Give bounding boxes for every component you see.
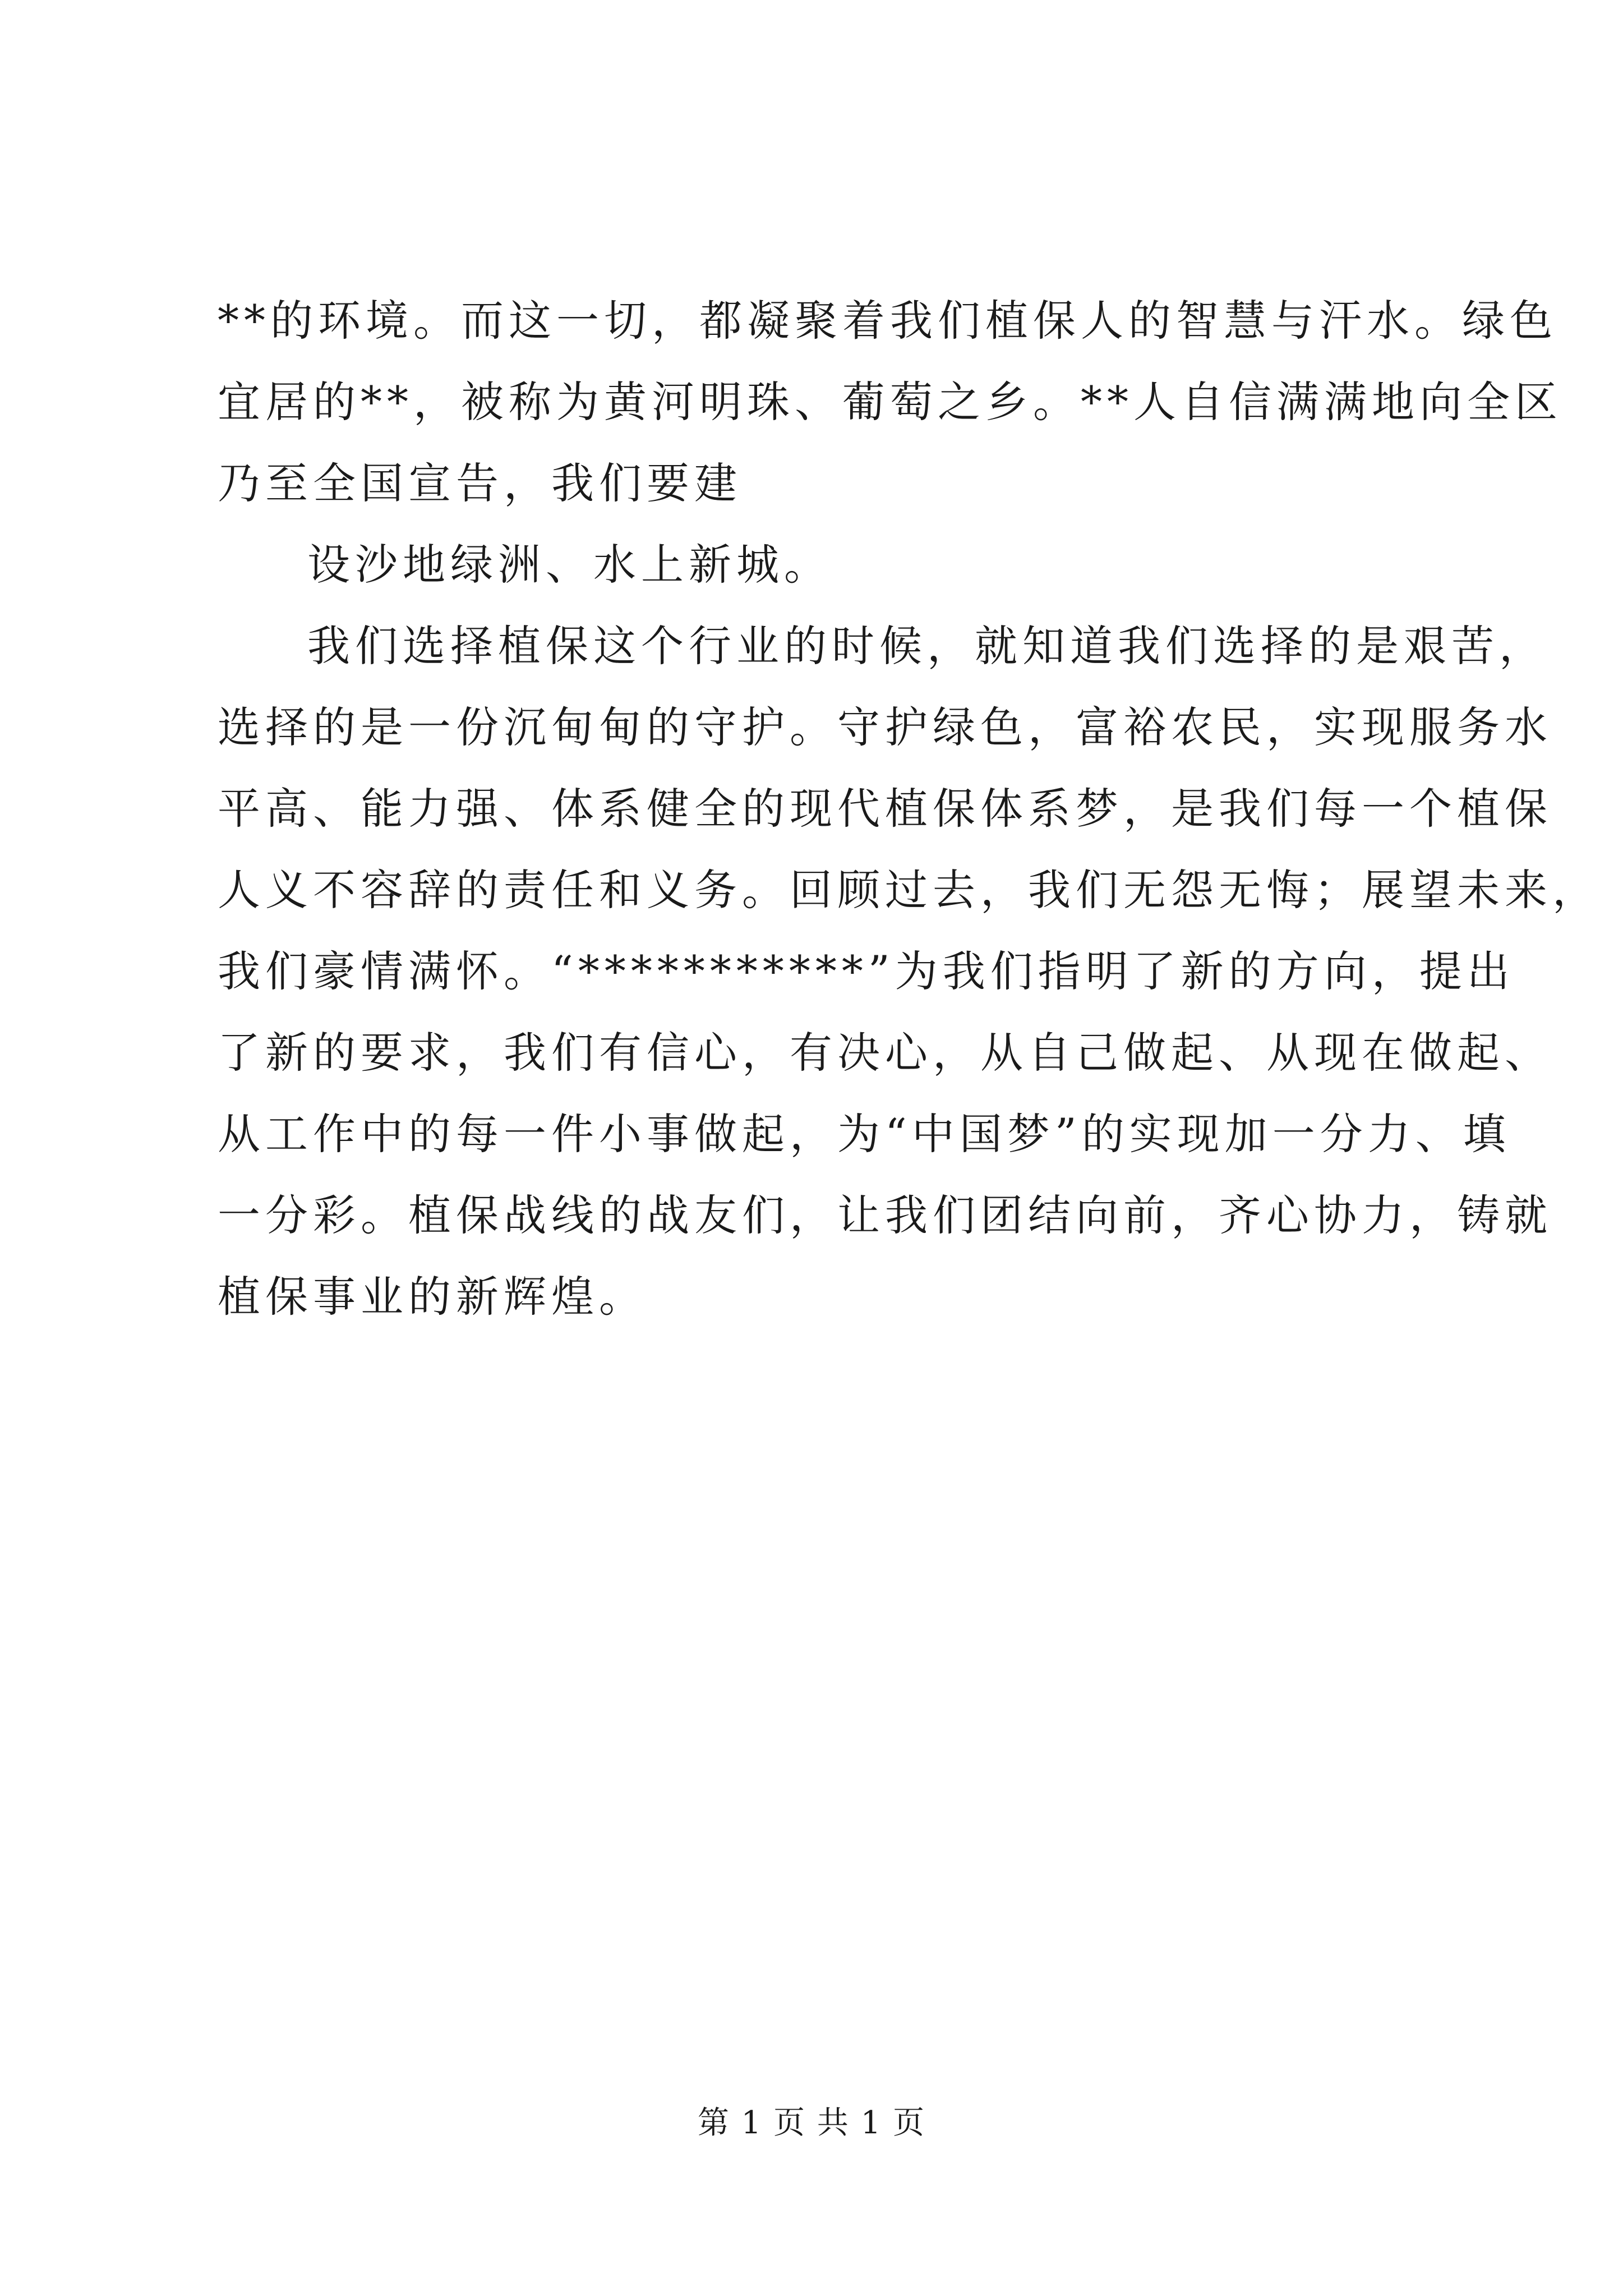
body-line-4: 设沙地绿洲、水上新城。 — [307, 540, 832, 590]
body-line-8: 人义不容辞的责任和义务。回顾过去，我们无怨无悔；展望未来， — [218, 865, 1600, 915]
body-line-1: **的环境。而这一切，都凝聚着我们植保人的智慧与汗水。绿色 — [218, 296, 1557, 346]
page-number-footer: 第 1 页 共 1 页 — [697, 2105, 926, 2141]
body-line-10: 了新的要求，我们有信心，有决心，从自己做起、从现在做起、 — [218, 1028, 1552, 1078]
body-line-3: 乃至全国宣告，我们要建 — [218, 458, 742, 508]
body-line-5: 我们选择植保这个行业的时候，就知道我们选择的是艰苦， — [307, 621, 1547, 671]
body-line-2: 宜居的**，被称为黄河明珠、葡萄之乡。**人自信满满地向全区 — [218, 377, 1562, 427]
body-line-6: 选择的是一份沉甸甸的守护。守护绿色，富裕农民，实现服务水 — [218, 702, 1552, 752]
body-line-11: 从工作中的每一件小事做起，为“中国梦”的实现加一分力、填 — [218, 1109, 1511, 1159]
body-line-13: 植保事业的新辉煌。 — [218, 1272, 647, 1322]
body-line-9: 我们豪情满怀。“***********”为我们指明了新的方向，提出 — [218, 946, 1515, 996]
body-line-12: 一分彩。植保战线的战友们，让我们团结向前，齐心协力，铸就 — [218, 1190, 1552, 1240]
body-line-7: 平高、能力强、体系健全的现代植保体系梦，是我们每一个植保 — [218, 784, 1552, 834]
